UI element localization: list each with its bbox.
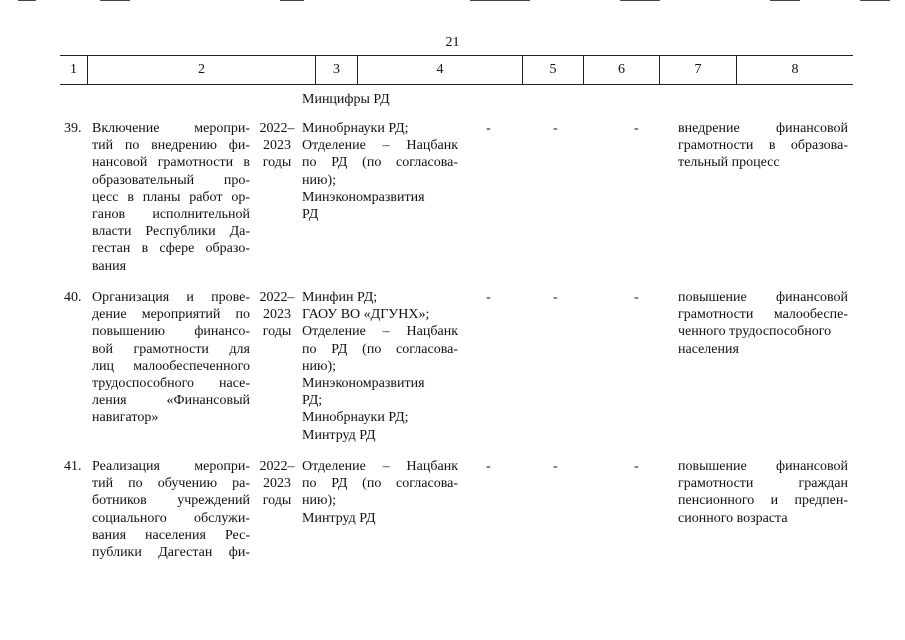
scan-mark (100, 0, 130, 1)
activity-text: Организация и прове- дение мероприятий по повышению финансо- вой грамотности для лиц малообеспеченного трудоспособного насе- ления «Финансовый навигатор» (92, 290, 250, 426)
header-col-1: 1 (70, 62, 77, 77)
scan-mark (470, 0, 530, 1)
result-text: повышение финансовой грамотности малообеспе- ченного трудоспособного населения (678, 290, 848, 357)
col6-value: - (553, 290, 558, 305)
period-text: 2022– 2023 годы (259, 459, 295, 509)
header-col-2: 2 (87, 56, 315, 84)
col7-value: - (634, 121, 639, 136)
period-text: 2022– 2023 годы (259, 121, 295, 171)
executors-text: Минфин РД; ГАОУ ВО «ДГУНХ»; Отделение – Нацбанк по РД (по согласова- нию); Минэкономразвития РД; Минобрнауки РД; Минтруд РД (302, 290, 458, 443)
scan-mark (18, 0, 36, 1)
header-col-6: 6 (583, 56, 659, 84)
activity-text: Включение меропри- тий по внедрению фи- нансовой грамотности в образовательный про- цесс в планы работ ор- ганов исполнительной власти Республики Да- гестан в сфере образо- вания (92, 121, 250, 274)
scan-mark (860, 0, 890, 1)
page-number: 21 (445, 35, 460, 50)
col7-value: - (634, 459, 639, 474)
scan-mark (280, 0, 304, 1)
col5-value: - (486, 459, 491, 474)
col5-value: - (486, 121, 491, 136)
table-header (60, 55, 853, 85)
result-text: повышение финансовой грамотности граждан пенсионного и предпен- сионного возраста (678, 459, 848, 526)
executors-text: Минобрнауки РД; Отделение – Нацбанк по РД (по согласова- нию); Минэкономразвития РД (302, 121, 458, 223)
scan-mark (620, 0, 660, 1)
result-text: внедрение финансовой грамотности в образова- тельный процесс (678, 121, 848, 171)
header-col-5: 5 (522, 56, 583, 84)
row-number: 40. (64, 290, 82, 305)
activity-text: Реализация меропри- тий по обучению ра- ботников учреждений социального обслужи- вания населения Рес- публики Дагестан фи- (92, 459, 250, 561)
header-col-8: 8 (736, 56, 853, 84)
executors-text: Отделение – Нацбанк по РД (по согласова- нию); Минтруд РД (302, 459, 458, 526)
col7-value: - (634, 290, 639, 305)
col6-value: - (553, 121, 558, 136)
header-col-3: 3 (315, 56, 357, 84)
header-col-4: 4 (357, 56, 522, 84)
row-number: 41. (64, 459, 82, 474)
carryover-executor: Минцифры РД (302, 92, 390, 107)
header-col-7: 7 (659, 56, 736, 84)
period-text: 2022– 2023 годы (259, 290, 295, 340)
scan-mark (770, 0, 800, 1)
col5-value: - (486, 290, 491, 305)
row-number: 39. (64, 121, 82, 136)
col6-value: - (553, 459, 558, 474)
